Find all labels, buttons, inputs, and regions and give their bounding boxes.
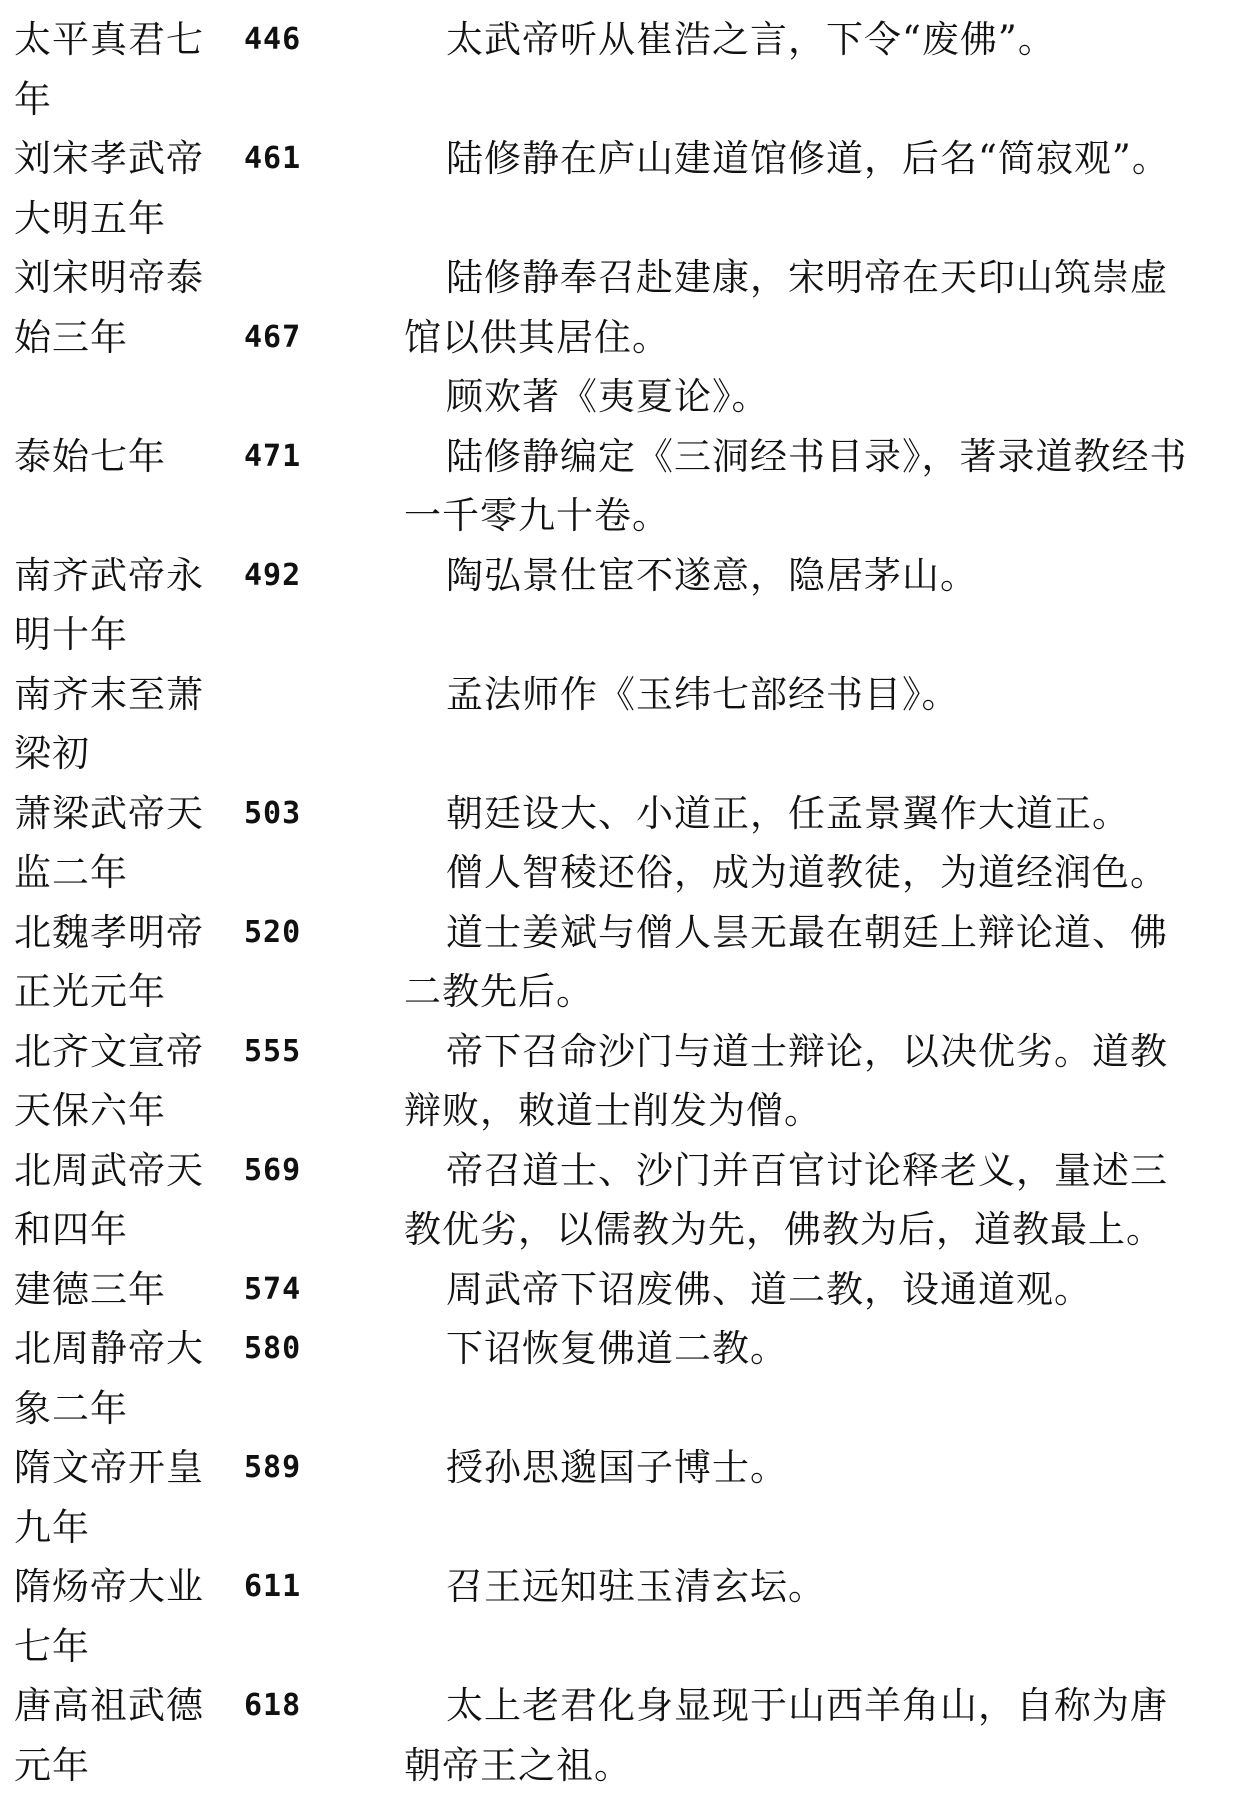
ad-year: 503: [244, 795, 302, 831]
chronology-entry: [14, 129, 1214, 248]
chronology-entry: [14, 546, 1214, 665]
ad-year: [244, 665, 404, 784]
chronology-entry: [14, 1260, 1214, 1320]
reign-period: 刘宋孝武帝 大明五年: [14, 137, 204, 240]
chronology-entries: [14, 10, 1214, 1795]
event-list: [404, 1022, 1194, 1141]
event-text: 朝廷设大、小道正，任孟景翼作大道正。: [446, 791, 1130, 835]
event-text: 周武帝下诏废佛、道二教，设通道观。: [446, 1267, 1092, 1311]
event-text: 陆修静编定《三洞经书目录》，著录道教经书一千零九十卷。: [404, 434, 1188, 537]
reign-period: 刘宋明帝泰 始三年: [14, 256, 204, 359]
event-list: [404, 1557, 1194, 1676]
reign-period: 泰始七年: [14, 434, 166, 478]
reign-period: 北魏孝明帝 正光元年: [14, 910, 204, 1013]
chronology-entry: [14, 1438, 1214, 1557]
ad-year: 574: [244, 1271, 302, 1307]
event-list: [404, 1438, 1194, 1557]
event-text: 陆修静奉召赴建康，宋明帝在天印山筑崇虚馆以供其居住。: [404, 256, 1168, 359]
event-text: 帝下召命沙门与道士辩论，以决优劣。道教辩败，敕道士削发为僧。: [404, 1029, 1168, 1132]
ad-year: 520: [244, 914, 302, 950]
ad-year: 471: [244, 438, 302, 474]
chronology-entry: [14, 248, 1214, 427]
reign-period: 北周武帝天 和四年: [14, 1148, 204, 1251]
event-text: 太武帝听从崔浩之言，下令“废佛”。: [446, 18, 1056, 61]
event-text: 帝召道士、沙门并百官讨论释老义，量述三教优劣，以儒教为先，佛教为后，道教最上。: [404, 1148, 1168, 1251]
event-text: 太上老君化身显现于山西羊角山，自称为唐朝帝王之祖。: [404, 1684, 1168, 1787]
event-text: 陶弘景仕宦不遂意，隐居茅山。: [446, 553, 978, 597]
ad-year: 569: [244, 1152, 302, 1188]
event-text: 陆修静在庐山建道馆修道，后名“简寂观”。: [446, 137, 1170, 180]
reign-period: 隋文帝开皇 九年: [14, 1446, 204, 1549]
reign-period: 隋炀帝大业 七年: [14, 1565, 204, 1668]
reign-period: 南齐武帝永 明十年: [14, 553, 204, 656]
event-text: 召王远知驻玉清玄坛。: [446, 1565, 826, 1608]
event-list: [404, 1141, 1194, 1260]
chronology-entry: [14, 665, 1214, 784]
event-text: 顾欢著《夷夏论》。: [446, 375, 770, 418]
event-list: [404, 427, 1194, 546]
event-text: 下诏恢复佛道二教。: [446, 1327, 788, 1370]
ad-year: 555: [244, 1033, 302, 1069]
reign-period: 北周静帝大 象二年: [14, 1327, 204, 1430]
event-list: [404, 665, 1194, 784]
ad-year: 492: [244, 557, 302, 593]
chronology-table: [14, 10, 1214, 1795]
ad-year: 618: [244, 1688, 302, 1723]
chronology-entry: [14, 1557, 1214, 1676]
ad-year: 580: [244, 1331, 302, 1366]
chronology-entry: [14, 1319, 1214, 1438]
event-list: [404, 129, 1194, 248]
reign-period: 建德三年: [14, 1267, 166, 1311]
ad-year: 611: [244, 1569, 302, 1604]
chronology-entry: [14, 1022, 1214, 1141]
event-list: [404, 784, 1194, 903]
event-list: [404, 903, 1194, 1022]
ad-year: 467: [244, 319, 302, 355]
reign-period: 太平真君七 年: [14, 18, 204, 121]
chronology-entry: [14, 784, 1214, 903]
event-list: [404, 546, 1194, 665]
chronology-entry: [14, 1676, 1214, 1795]
event-list: [404, 1319, 1194, 1438]
ad-year: 589: [244, 1450, 302, 1485]
chronology-entry: [14, 427, 1214, 546]
event-list: [404, 248, 1194, 427]
event-list: [404, 1676, 1194, 1795]
reign-period: 北齐文宣帝 天保六年: [14, 1029, 204, 1132]
chronology-entry: [14, 903, 1214, 1022]
event-text: 僧人智稜还俗，成为道教徒，为道经润色。: [446, 851, 1168, 894]
event-list: [404, 1260, 1194, 1320]
reign-period: 萧梁武帝天 监二年: [14, 791, 204, 894]
chronology-entry: [14, 1141, 1214, 1260]
reign-period: 南齐末至萧 梁初: [14, 672, 204, 775]
reign-period: 唐高祖武德 元年: [14, 1684, 204, 1787]
event-list: [404, 10, 1194, 129]
event-text: 道士姜斌与僧人昙无最在朝廷上辩论道、佛二教先后。: [404, 910, 1168, 1013]
event-text: 授孙思邈国子博士。: [446, 1446, 788, 1489]
ad-year: 461: [244, 141, 302, 176]
event-text: 孟法师作《玉纬七部经书目》。: [446, 672, 960, 716]
chronology-entry: [14, 10, 1214, 129]
ad-year: 446: [244, 22, 302, 57]
